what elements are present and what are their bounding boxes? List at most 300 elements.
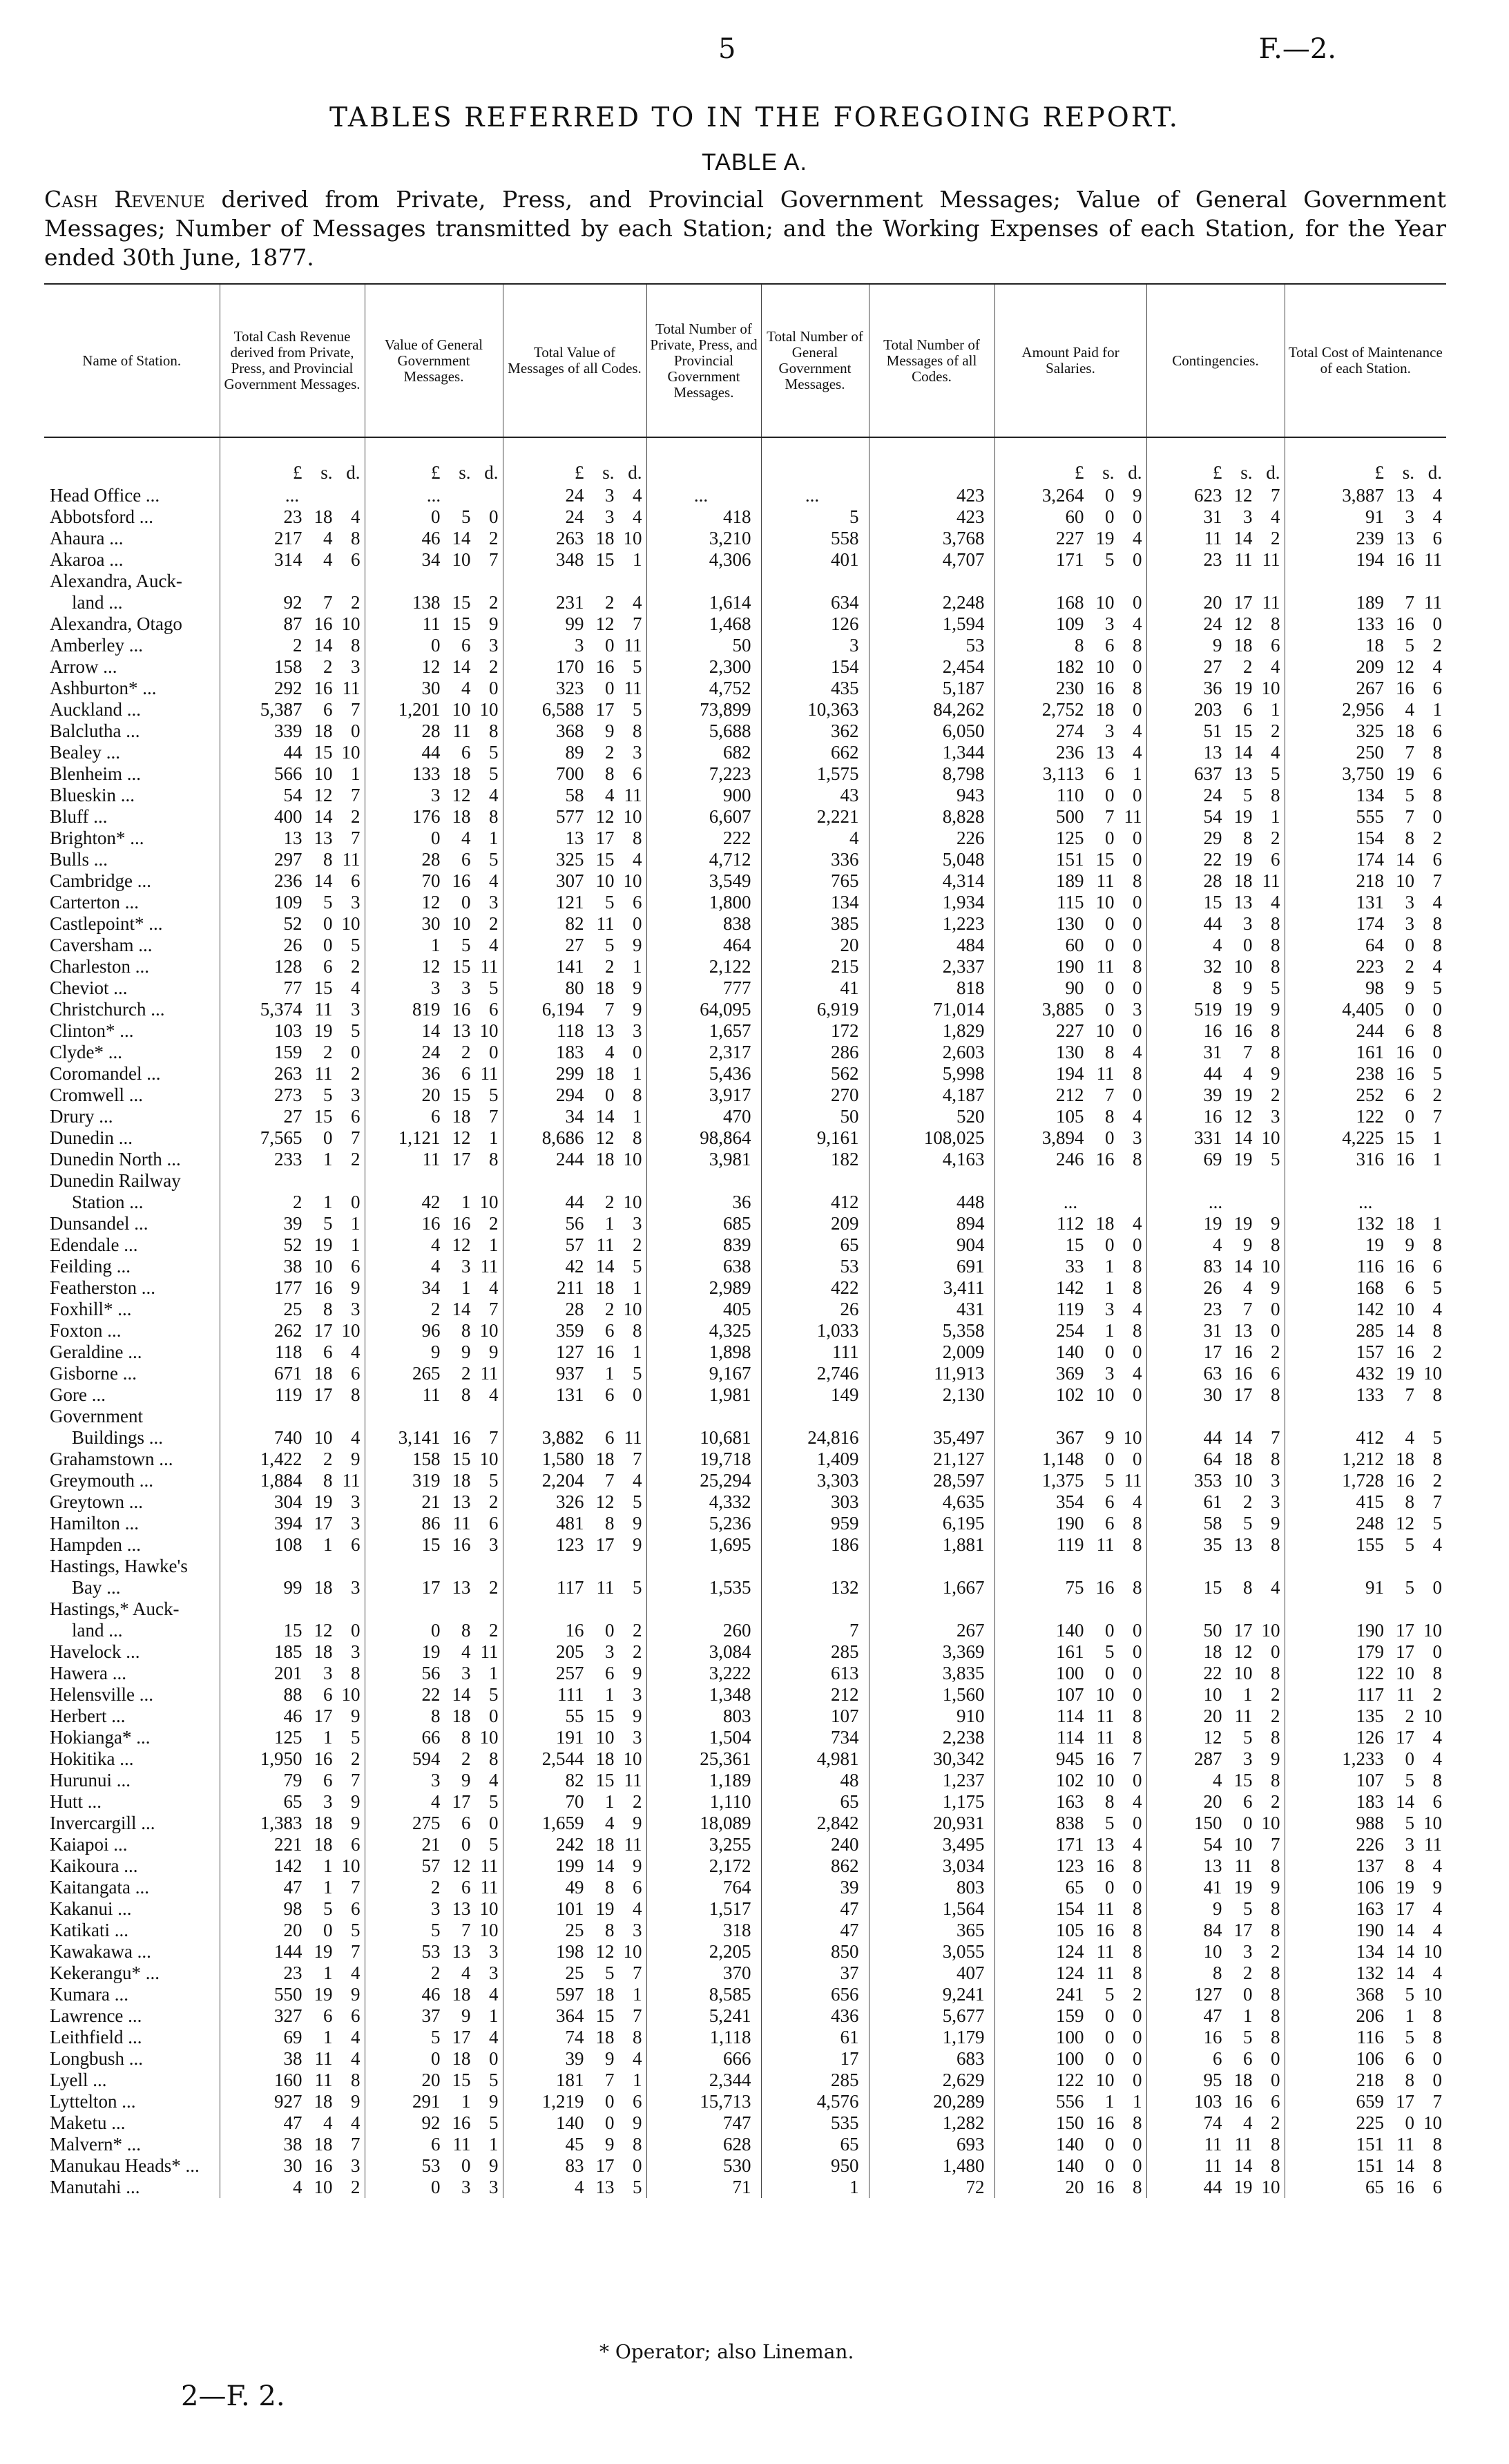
money-cell — [220, 678, 365, 699]
count-cell: 4,635 — [869, 1491, 994, 1513]
money-cell — [994, 1556, 1146, 1577]
money-cell — [365, 1920, 503, 1941]
table-row — [44, 870, 1446, 892]
table-row — [44, 2070, 1446, 2091]
money-cell — [1146, 1341, 1285, 1363]
money-value: 12 14 2 — [421, 656, 499, 677]
money-cell — [1146, 720, 1285, 742]
money-value: 69 19 5 — [1203, 1149, 1280, 1169]
money-value: 140 0 0 — [1056, 1341, 1142, 1362]
money-cell — [365, 1449, 503, 1470]
table-row — [44, 1192, 1446, 1213]
money-cell — [1285, 2177, 1446, 2198]
money-value: 597 18 1 — [556, 1984, 642, 2005]
count-cell: 7,223 — [646, 763, 761, 785]
money-value: 323 0 11 — [556, 678, 642, 698]
count-cell: 1,695 — [646, 1534, 761, 1556]
money-value: 339 18 0 — [274, 720, 361, 741]
money-value: 44 19 10 — [1203, 2177, 1280, 2197]
money-value: 65 3 9 — [283, 1791, 361, 1812]
money-cell — [994, 742, 1146, 763]
money-value: 95 18 0 — [1203, 2070, 1280, 2090]
money-cell — [365, 1256, 503, 1277]
money-value: 122 10 8 — [1356, 1663, 1442, 1683]
money-cell — [1285, 2112, 1446, 2134]
money-cell — [1285, 849, 1446, 870]
money-cell — [220, 656, 365, 678]
money-cell — [503, 956, 646, 977]
money-cell — [365, 1063, 503, 1085]
money-cell — [1146, 935, 1285, 956]
money-value: 3 12 4 — [431, 785, 499, 805]
money-cell — [994, 613, 1146, 635]
money-cell — [503, 1663, 646, 1684]
count-cell: 1,934 — [869, 892, 994, 913]
units-blank — [869, 437, 994, 485]
station-name: Auckland ... — [50, 699, 141, 720]
table-row — [44, 1427, 1446, 1449]
money-cell — [1285, 999, 1446, 1020]
money-value: 39 9 4 — [565, 2048, 642, 2069]
money-value: 4 9 8 — [1213, 1234, 1280, 1255]
money-cell — [503, 2177, 646, 2198]
count-cell: 2,238 — [869, 1727, 994, 1748]
count-cell: 4,707 — [869, 549, 994, 571]
money-value: 13 13 7 — [283, 828, 361, 848]
count-cell: 3,768 — [869, 528, 994, 549]
money-cell — [365, 1813, 503, 1834]
money-cell — [1285, 1341, 1446, 1363]
count-cell: 28,597 — [869, 1470, 994, 1491]
page-title: TABLES REFERRED TO IN THE FOREGOING REPORT. — [329, 102, 1180, 133]
money-value: 190 6 8 — [1056, 1513, 1142, 1534]
money-value: 203 6 1 — [1194, 699, 1280, 720]
money-value: 190 11 8 — [1056, 956, 1142, 977]
count-cell: 3,369 — [869, 1641, 994, 1663]
money-cell — [503, 720, 646, 742]
count-cell: 1,223 — [869, 913, 994, 935]
table-row — [44, 1663, 1446, 1684]
money-cell — [220, 1106, 365, 1127]
money-cell — [220, 1277, 365, 1299]
money-cell — [1285, 1556, 1446, 1577]
money-cell — [994, 1363, 1146, 1384]
money-value: 16 16 2 — [421, 1213, 499, 1234]
count-cell: 910 — [869, 1706, 994, 1727]
money-value: 125 0 0 — [1056, 828, 1142, 848]
money-value: 11 17 8 — [422, 1149, 499, 1169]
station-name: Hawera ... — [50, 1663, 126, 1683]
money-value: 274 3 4 — [1056, 720, 1142, 741]
count-cell: 4,981 — [761, 1748, 869, 1770]
money-cell — [220, 1042, 365, 1063]
money-value: 44 15 10 — [283, 742, 361, 763]
money-value: 51 15 2 — [1203, 720, 1280, 741]
money-cell — [220, 1213, 365, 1234]
money-cell — [994, 1984, 1146, 2005]
money-cell — [1285, 1663, 1446, 1684]
money-cell — [1146, 1213, 1285, 1234]
table-row — [44, 2048, 1446, 2070]
station-name: Lyell ... — [50, 2070, 107, 2090]
table-row — [44, 1898, 1446, 1920]
count-cell: 240 — [761, 1834, 869, 1855]
table-header-row — [44, 284, 1446, 437]
money-value: 107 5 8 — [1356, 1770, 1442, 1790]
table-row — [44, 1534, 1446, 1556]
money-value: 27 5 9 — [565, 935, 642, 955]
units-cell — [365, 437, 503, 485]
money-value: 182 10 0 — [1056, 656, 1142, 677]
money-cell — [220, 720, 365, 742]
money-cell — [1285, 506, 1446, 528]
money-value: 91 5 0 — [1365, 1577, 1442, 1598]
money-cell — [220, 1663, 365, 1684]
money-cell — [365, 1898, 503, 1920]
station-name: Featherston ... — [50, 1277, 155, 1298]
units-blank — [646, 437, 761, 485]
money-value: 74 4 2 — [1203, 2112, 1280, 2133]
money-value: 80 18 9 — [565, 977, 642, 998]
money-value: 555 7 0 — [1356, 806, 1442, 827]
money-value: 1,375 5 11 — [1041, 1470, 1142, 1491]
count-cell: 126 — [761, 613, 869, 635]
count-cell: 18,089 — [646, 1813, 761, 1834]
count-cell: 4,332 — [646, 1491, 761, 1513]
station-name: Kaikoura ... — [50, 1855, 138, 1876]
count-cell: 41 — [761, 977, 869, 999]
count-cell: 838 — [646, 913, 761, 935]
money-value: 107 10 0 — [1056, 1684, 1142, 1705]
money-cell — [994, 1898, 1146, 1920]
column-header-4: Total Number of Private, Press, and Provincial Government Messages. — [646, 284, 761, 437]
money-cell — [1146, 1556, 1285, 1577]
money-cell — [365, 1748, 503, 1770]
money-cell — [503, 2112, 646, 2134]
money-value: 46 18 4 — [421, 1984, 499, 2005]
money-value: 17 16 2 — [1203, 1341, 1280, 1362]
column-header-2: Value of General Government Messages. — [365, 284, 503, 437]
money-value: 12 5 8 — [1203, 1727, 1280, 1748]
money-value: 2 6 11 — [431, 1877, 499, 1898]
count-cell: 6,607 — [646, 806, 761, 828]
table-row — [44, 506, 1446, 528]
money-cell — [994, 1684, 1146, 1706]
money-value: 6,588 17 5 — [541, 699, 642, 720]
money-cell — [994, 720, 1146, 742]
money-cell — [365, 1192, 503, 1213]
money-value: 58 5 9 — [1203, 1513, 1280, 1534]
money-value: 118 6 4 — [275, 1341, 361, 1362]
money-cell — [994, 977, 1146, 999]
money-value: 199 14 9 — [556, 1855, 642, 1876]
money-value: 26 4 9 — [1203, 1277, 1280, 1298]
count-cell: 285 — [761, 1641, 869, 1663]
money-cell — [1146, 1149, 1285, 1170]
money-value: 65 16 6 — [1365, 2177, 1442, 2197]
units-cell — [1285, 437, 1446, 485]
station-name: Alexandra, Auck- — [50, 571, 182, 591]
money-cell — [994, 1727, 1146, 1748]
money-value: 198 12 10 — [556, 1941, 642, 1962]
count-cell: 484 — [869, 935, 994, 956]
count-cell — [869, 1406, 994, 1427]
money-cell — [220, 1684, 365, 1706]
table-row — [44, 1706, 1446, 1727]
table-row — [44, 1020, 1446, 1042]
money-value: 594 2 8 — [412, 1748, 499, 1769]
money-cell — [1285, 1491, 1446, 1513]
money-cell — [503, 1277, 646, 1299]
money-value: 275 6 0 — [412, 1813, 499, 1833]
count-cell: 4,712 — [646, 849, 761, 870]
money-cell — [365, 2027, 503, 2048]
station-name: Leithfield ... — [50, 2027, 142, 2047]
money-cell — [503, 528, 646, 549]
money-cell — [1285, 2091, 1446, 2112]
money-cell — [1285, 1042, 1446, 1063]
money-cell — [220, 763, 365, 785]
money-cell — [1146, 1706, 1285, 1727]
count-cell: 3,495 — [869, 1834, 994, 1855]
count-cell: 662 — [761, 742, 869, 763]
money-value: 29 8 2 — [1203, 828, 1280, 848]
money-value: 89 2 3 — [565, 742, 642, 763]
station-name: Cambridge ... — [50, 870, 151, 891]
money-cell — [365, 935, 503, 956]
money-value: 556 1 1 — [1056, 2091, 1142, 2112]
money-value: 44 14 7 — [1203, 1427, 1280, 1448]
money-value: 297 8 11 — [274, 849, 361, 870]
money-cell — [994, 1170, 1146, 1192]
count-cell: 71 — [646, 2177, 761, 2198]
money-cell — [1146, 678, 1285, 699]
count-cell: 72 — [869, 2177, 994, 2198]
money-value: 102 10 0 — [1056, 1770, 1142, 1790]
count-cell: 3,084 — [646, 1641, 761, 1663]
money-value: 125 1 5 — [274, 1727, 361, 1748]
money-cell — [994, 1085, 1146, 1106]
count-cell: 3,210 — [646, 528, 761, 549]
money-value: 25 5 7 — [565, 1962, 642, 1983]
table-row — [44, 1127, 1446, 1149]
count-cell: 520 — [869, 1106, 994, 1127]
column-header-9: Total Cost of Maintenance of each Station. — [1285, 284, 1446, 437]
money-cell — [220, 1470, 365, 1491]
count-cell: 5,677 — [869, 2005, 994, 2027]
table-row — [44, 549, 1446, 571]
money-cell — [994, 763, 1146, 785]
money-cell — [503, 1620, 646, 1641]
money-value: 18 5 2 — [1365, 635, 1442, 656]
count-cell — [646, 571, 761, 592]
money-cell — [1285, 2048, 1446, 2070]
money-value: 988 5 10 — [1356, 1813, 1442, 1833]
money-value: 98 5 6 — [283, 1898, 361, 1919]
money-cell — [220, 806, 365, 828]
money-cell — [365, 1791, 503, 1813]
station-name: Hastings,* Auck- — [50, 1598, 180, 1619]
money-cell — [994, 1962, 1146, 1984]
money-cell — [1146, 828, 1285, 849]
count-cell: 1 — [761, 2177, 869, 2198]
money-value: 142 1 10 — [274, 1855, 361, 1876]
money-value: 16 12 3 — [1203, 1106, 1280, 1127]
money-cell — [220, 635, 365, 656]
money-value: 287 3 9 — [1194, 1748, 1280, 1769]
money-cell — [365, 1770, 503, 1791]
money-cell: ... — [994, 1192, 1146, 1213]
count-cell: 3,255 — [646, 1834, 761, 1855]
count-cell: 464 — [646, 935, 761, 956]
money-cell — [1285, 828, 1446, 849]
count-cell: 172 — [761, 1020, 869, 1042]
count-cell: 558 — [761, 528, 869, 549]
count-cell: 303 — [761, 1491, 869, 1513]
money-value: 4 12 1 — [431, 1234, 499, 1255]
money-cell — [1146, 1470, 1285, 1491]
money-cell — [994, 913, 1146, 935]
money-value: 132 18 1 — [1356, 1213, 1442, 1234]
count-cell: 8,798 — [869, 763, 994, 785]
count-cell: 3,034 — [869, 1855, 994, 1877]
money-cell — [1146, 1106, 1285, 1127]
money-value: 96 8 10 — [421, 1320, 499, 1341]
money-value: 47 1 8 — [1203, 2005, 1280, 2026]
money-cell — [503, 999, 646, 1020]
money-cell — [220, 870, 365, 892]
money-cell — [503, 1855, 646, 1877]
count-cell: 4,752 — [646, 678, 761, 699]
money-value: 221 18 6 — [274, 1834, 361, 1855]
money-value: 109 3 4 — [1056, 613, 1142, 634]
money-cell — [220, 1299, 365, 1320]
money-cell — [1146, 1813, 1285, 1834]
unit-shilling: s. — [459, 462, 471, 483]
table-row — [44, 913, 1446, 935]
money-cell — [1146, 1513, 1285, 1534]
money-value: 116 5 8 — [1356, 2027, 1442, 2047]
money-cell — [220, 828, 365, 849]
table-row — [44, 763, 1446, 785]
unit-shilling: s. — [1240, 462, 1253, 483]
money-value: 4,405 0 0 — [1342, 999, 1442, 1020]
money-cell — [1146, 699, 1285, 720]
money-cell — [1146, 1063, 1285, 1085]
money-value: 236 14 6 — [274, 870, 361, 891]
money-cell — [1146, 1620, 1285, 1641]
count-cell: 132 — [761, 1577, 869, 1598]
count-cell — [761, 571, 869, 592]
count-cell: 362 — [761, 720, 869, 742]
count-cell: 186 — [761, 1534, 869, 1556]
money-cell — [1146, 2070, 1285, 2091]
money-value: 225 0 10 — [1356, 2112, 1442, 2133]
money-value: 241 5 2 — [1056, 1984, 1142, 2005]
money-value: 140 0 9 — [556, 2112, 642, 2133]
money-value: 945 16 7 — [1056, 1748, 1142, 1769]
money-cell — [503, 1920, 646, 1941]
count-cell: 8,585 — [646, 1984, 761, 2005]
table-row — [44, 1256, 1446, 1277]
money-cell — [220, 1020, 365, 1042]
money-cell — [994, 1513, 1146, 1534]
money-value: 5,374 11 3 — [260, 999, 361, 1020]
money-value: 31 3 4 — [1203, 506, 1280, 527]
money-cell — [220, 1363, 365, 1384]
count-cell: 1,829 — [869, 1020, 994, 1042]
money-cell — [503, 1192, 646, 1213]
unit-pound: £ — [1075, 462, 1084, 483]
money-cell — [220, 1855, 365, 1877]
money-cell — [994, 1106, 1146, 1127]
money-cell — [365, 506, 503, 528]
count-cell: 2,337 — [869, 956, 994, 977]
money-cell — [365, 1577, 503, 1598]
money-cell — [503, 506, 646, 528]
money-cell — [994, 635, 1146, 656]
money-value: 7,565 0 7 — [260, 1127, 361, 1148]
money-cell — [220, 1192, 365, 1213]
table-row — [44, 1813, 1446, 1834]
money-cell — [365, 1706, 503, 1727]
count-cell: 1,282 — [869, 2112, 994, 2134]
table-row — [44, 1641, 1446, 1663]
station-name: Clyde* ... — [50, 1042, 122, 1062]
table-row — [44, 806, 1446, 828]
money-cell — [1146, 913, 1285, 935]
money-value: 14 13 10 — [421, 1020, 499, 1041]
money-cell — [503, 1598, 646, 1620]
money-value: 217 4 8 — [274, 528, 361, 548]
money-cell — [220, 1234, 365, 1256]
money-cell — [220, 1620, 365, 1641]
money-value: 5 7 10 — [431, 1920, 499, 1940]
money-cell — [1285, 1791, 1446, 1813]
count-cell: 3,835 — [869, 1663, 994, 1684]
money-value: 239 13 6 — [1356, 528, 1442, 548]
count-cell: 4,325 — [646, 1320, 761, 1341]
money-value: 123 16 8 — [1056, 1855, 1142, 1876]
count-cell: 20,289 — [869, 2091, 994, 2112]
money-value: 189 7 11 — [1356, 592, 1442, 613]
money-value: 6 18 7 — [431, 1106, 499, 1127]
station-name: Kaitangata ... — [50, 1877, 149, 1898]
count-cell: 182 — [761, 1149, 869, 1170]
station-name: Gisborne ... — [50, 1363, 137, 1384]
money-cell — [1146, 1363, 1285, 1384]
money-cell — [994, 1256, 1146, 1277]
money-cell — [220, 935, 365, 956]
count-cell: 764 — [646, 1877, 761, 1898]
money-cell — [503, 1320, 646, 1341]
count-cell: 64,095 — [646, 999, 761, 1020]
money-cell — [1285, 1941, 1446, 1962]
money-value: 5,387 6 7 — [260, 699, 361, 720]
station-name: Hokianga* ... — [50, 1727, 151, 1748]
money-cell — [503, 1877, 646, 1898]
table-row — [44, 1384, 1446, 1406]
money-value: 170 16 5 — [556, 656, 642, 677]
money-cell — [220, 1256, 365, 1277]
money-cell — [220, 1384, 365, 1406]
money-cell — [994, 549, 1146, 571]
table-row — [44, 2155, 1446, 2177]
money-cell — [1285, 1920, 1446, 1941]
money-value: 3,885 0 3 — [1041, 999, 1142, 1020]
table-row — [44, 785, 1446, 806]
money-cell — [220, 742, 365, 763]
